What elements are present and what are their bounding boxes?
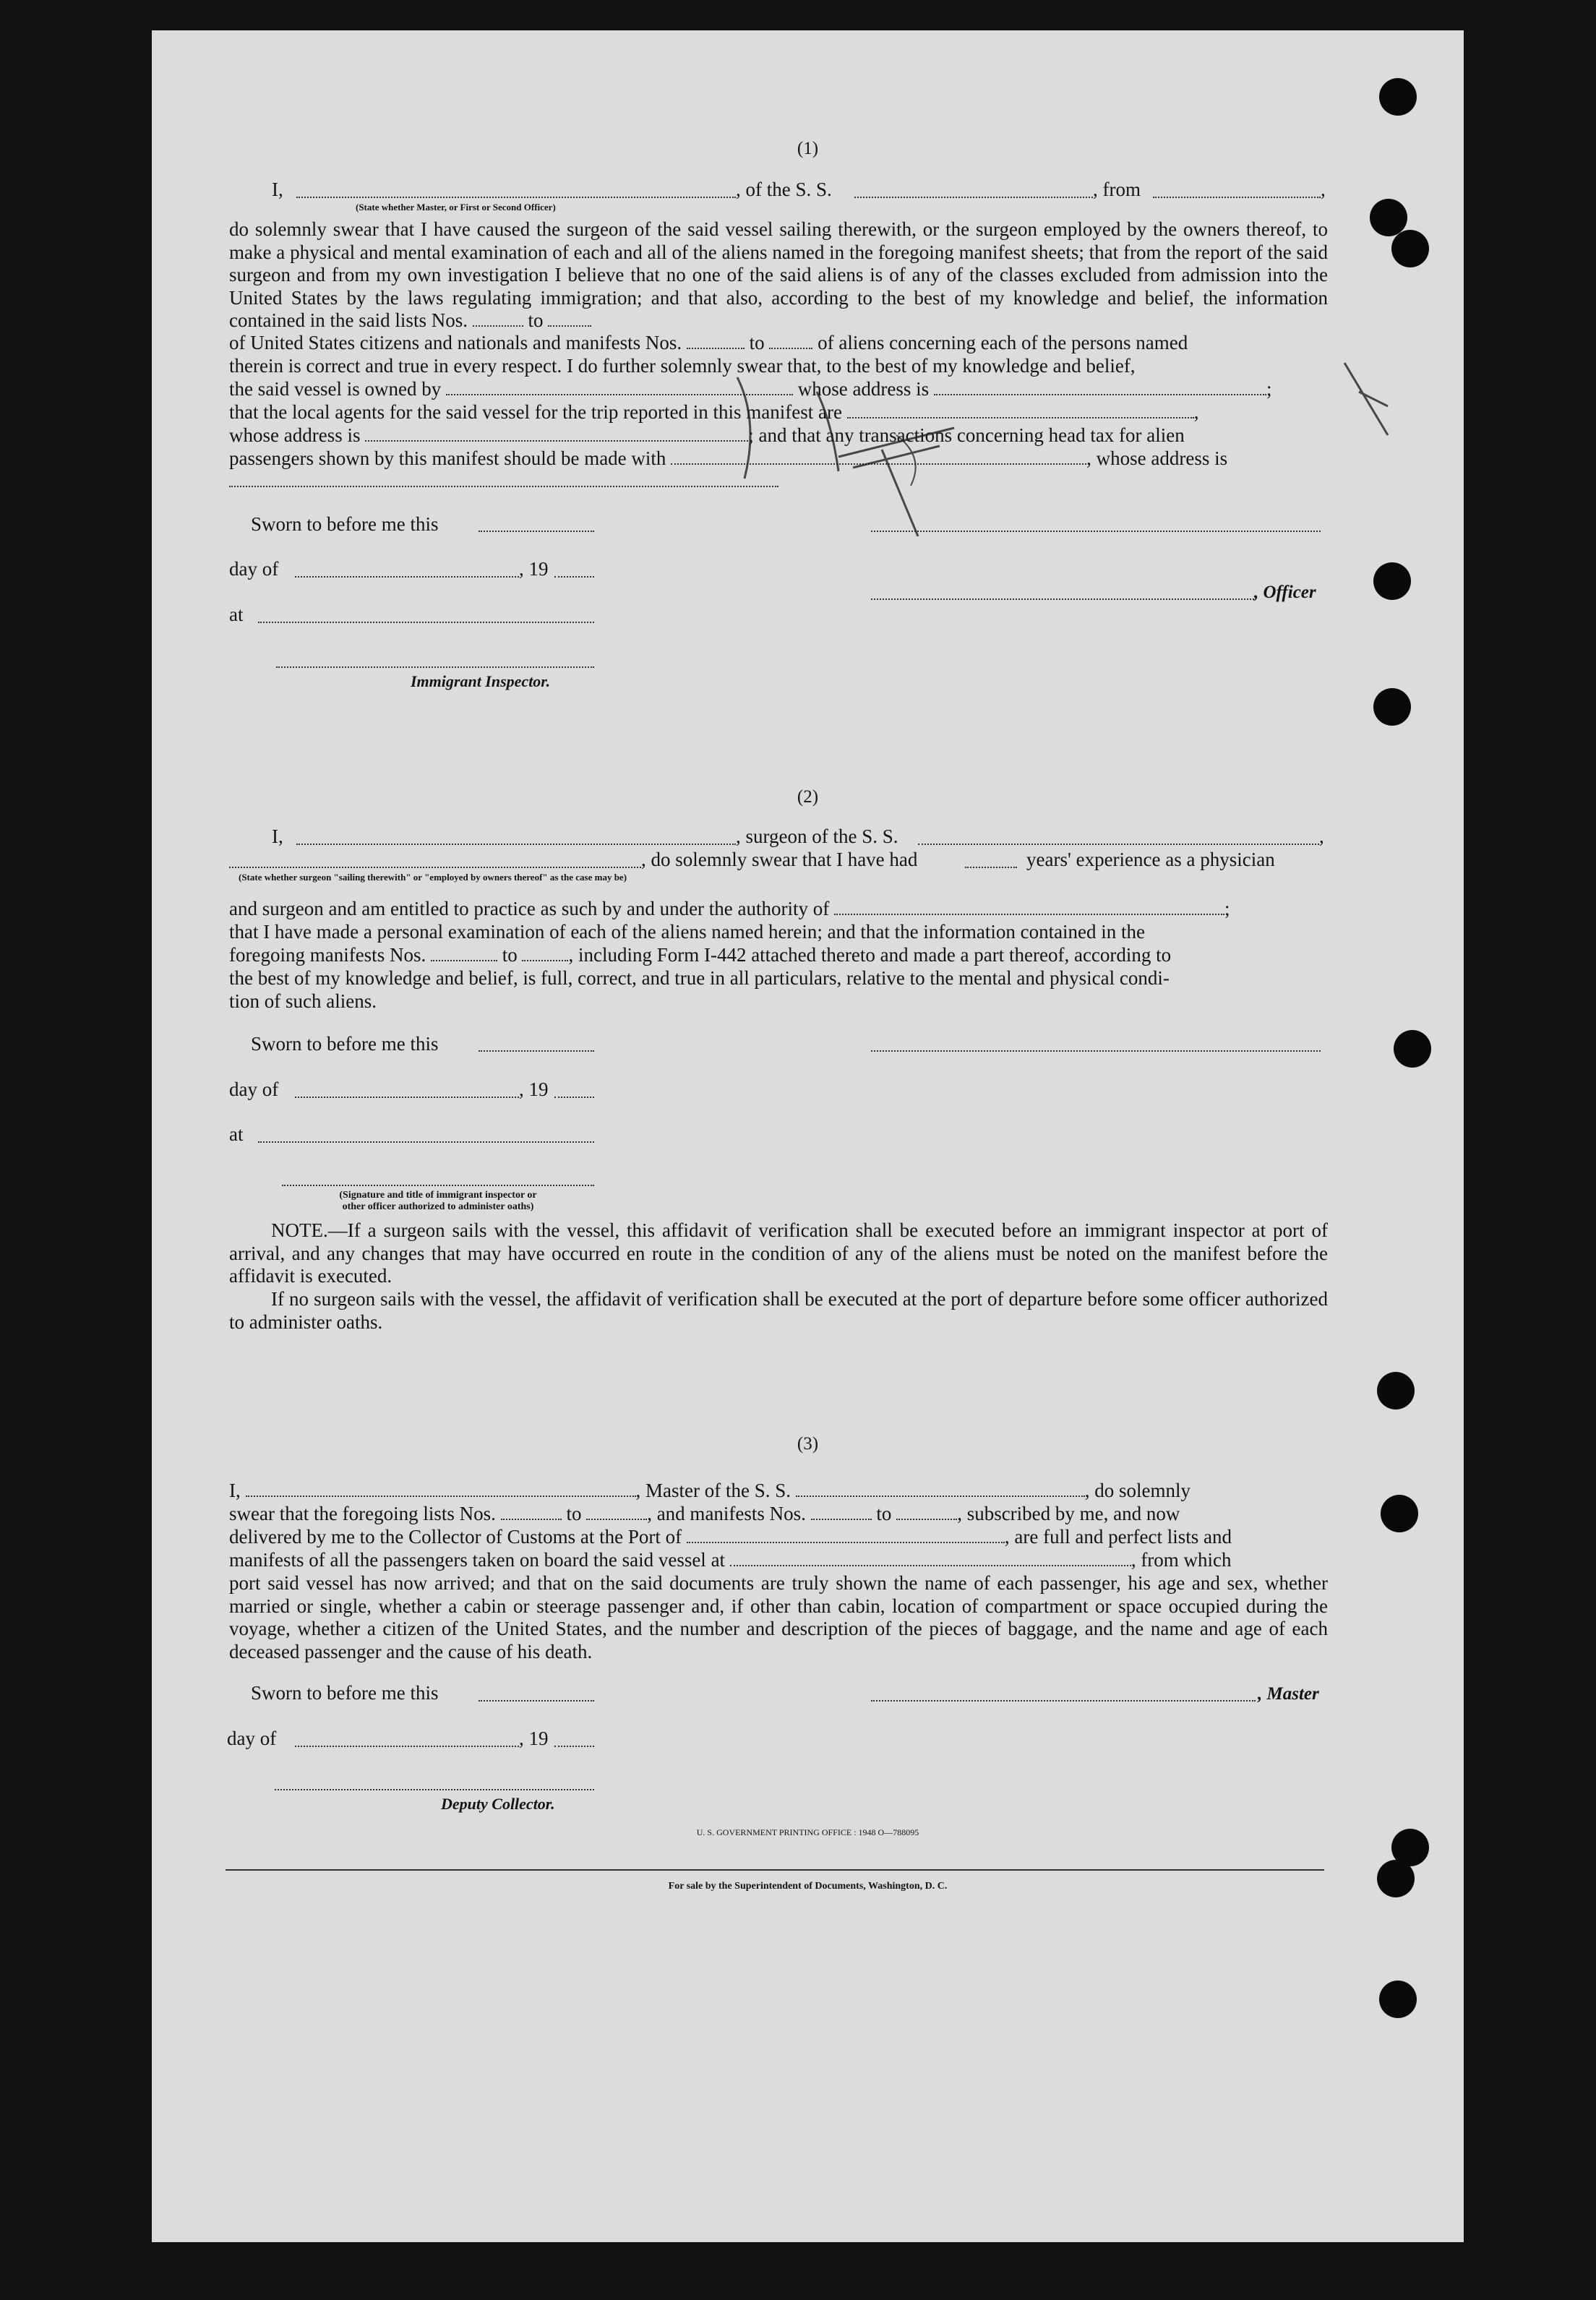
s1-officer-title-field[interactable] bbox=[871, 598, 1254, 600]
s1-sworn: Sworn to before me this bbox=[251, 513, 439, 535]
s3-port-field[interactable] bbox=[687, 1529, 1005, 1543]
s2-day-of: day of bbox=[229, 1078, 279, 1100]
s3-year-field[interactable] bbox=[554, 1746, 594, 1747]
s2-ship-field[interactable] bbox=[918, 844, 1319, 845]
s2-line-p5: tion of such aliens. bbox=[229, 990, 377, 1012]
binder-hole bbox=[1391, 230, 1429, 267]
ink-check-mark bbox=[1337, 356, 1410, 442]
s2-inspector-signature-field[interactable] bbox=[282, 1185, 594, 1186]
s3-month-field[interactable] bbox=[295, 1746, 519, 1747]
s1-paragraph: do solemnly swear that I have caused the surgeon of the said vessel sailing therewith, or the surgeon employed by the owners thereof, to make a physical and mental examination of each and all of the aliens named in the foregoing manifest sheets; that from the report of the said surgeon and from my own investigation I believe that no one of the said aliens is of any of the classes excluded from admission into the United States by the laws regulating immigration; and that also, according to the best of my knowledge and belief, the information contained in the said lists Nos. to bbox=[229, 218, 1328, 331]
s1-line-p6: whose address is ; and that any transactions concerning head tax for alien bbox=[229, 424, 1185, 446]
s2-years-field[interactable] bbox=[965, 867, 1017, 868]
s3-line-2: swear that the foregoing lists Nos. to , and manifests Nos. to , subscribed by me, and now bbox=[229, 1503, 1180, 1524]
s2-nineteen: , 19 bbox=[519, 1078, 549, 1100]
binder-hole bbox=[1377, 1860, 1415, 1897]
s2-at-field[interactable] bbox=[258, 1141, 594, 1143]
s1-line-p7: passengers shown by this manifest should be made with , whose address is bbox=[229, 447, 1228, 469]
s3-embark-port-field[interactable] bbox=[730, 1552, 1131, 1566]
s3-paragraph: port said vessel has now arrived; and that on the said documents are truly shown the name of each passenger, his age and sex, whether married or single, whether a cabin or steerage passenger and, if other than cabin, location of compartment or space occupied during the voyage, whether a citizen of the United States, and the number and description of the pieces of baggage, and the name and age of each deceased passenger and the cause of his death. bbox=[229, 1572, 1328, 1662]
section-2-number: (2) bbox=[797, 787, 819, 807]
s1-ship-field[interactable] bbox=[854, 197, 1093, 198]
s3-master-name-field[interactable] bbox=[246, 1482, 636, 1497]
s1-line-p4: the said vessel is owned by whose address is ; bbox=[229, 378, 1272, 400]
s3-lists-to-field[interactable] bbox=[586, 1506, 647, 1520]
binder-hole bbox=[1373, 688, 1411, 726]
binder-hole bbox=[1394, 1030, 1431, 1068]
s3-ship-field[interactable] bbox=[796, 1482, 1085, 1497]
s3-sworn-date-field[interactable] bbox=[479, 1700, 594, 1702]
s2-sworn: Sworn to before me this bbox=[251, 1033, 439, 1055]
ink-stamp-mark bbox=[708, 348, 1012, 536]
s2-note: NOTE.—If a surgeon sails with the vessel, this affidavit of verification shall be executed before an immigrant inspector at port of arrival, and any changes that may have occurred en route in the condition of any of the aliens must be noted on the manifest before the affidavit is executed. bbox=[229, 1219, 1328, 1287]
s2-manifests-to-field[interactable] bbox=[522, 947, 568, 961]
s3-manifests-from-field[interactable] bbox=[811, 1506, 872, 1520]
s2-note-2: If no surgeon sails with the vessel, the affidavit of verification shall be executed at the port of departure before some officer authorized to administer oaths. bbox=[229, 1288, 1328, 1333]
binder-hole bbox=[1370, 199, 1407, 236]
section-3-number: (3) bbox=[797, 1434, 819, 1454]
s1-officer-hint: (State whether Master, or First or Second Officer) bbox=[356, 202, 556, 213]
s2-surgeon-name-field[interactable] bbox=[296, 844, 736, 845]
s1-year-field[interactable] bbox=[554, 576, 594, 578]
s3-lists-from-field[interactable] bbox=[501, 1506, 562, 1520]
s1-line-p3: therein is correct and true in every respect. I do further solemnly swear that, to the best of my knowledge and belief, bbox=[229, 355, 1136, 377]
s1-inspector-signature-field[interactable] bbox=[276, 666, 594, 668]
s1-line-p5: that the local agents for the said vessel for the trip reported in this manifest are , bbox=[229, 401, 1199, 423]
s1-sworn-date-field[interactable] bbox=[479, 531, 594, 532]
s2-month-field[interactable] bbox=[295, 1097, 519, 1098]
s2-sig-hint-1: (Signature and title of immigrant inspector or bbox=[339, 1190, 537, 1201]
s3-sworn: Sworn to before me this bbox=[251, 1682, 439, 1704]
s1-line-p2: of United States citizens and nationals and manifests Nos. to of aliens concerning each of the persons named bbox=[229, 332, 1188, 353]
s1-manifests-from-field[interactable] bbox=[687, 335, 745, 349]
s1-officer-label: , Officer bbox=[1254, 583, 1316, 602]
s1-from-field[interactable] bbox=[1153, 197, 1321, 198]
s3-deputy-label: Deputy Collector. bbox=[441, 1795, 555, 1813]
binder-hole bbox=[1381, 1495, 1418, 1532]
s2-line-p3: foregoing manifests Nos. to , including Form I-442 attached thereto and made a part thereof, according to bbox=[229, 944, 1172, 966]
s2-years-label: years' experience as a physician bbox=[1026, 849, 1275, 870]
s2-line-p4: the best of my knowledge and belief, is full, correct, and true in all particulars, relative to the mental and physical condi- bbox=[229, 967, 1170, 989]
s2-manifests-from-field[interactable] bbox=[431, 947, 497, 961]
section-1-number: (1) bbox=[797, 139, 819, 158]
s1-day-of: day of bbox=[229, 558, 279, 580]
s3-line-4: manifests of all the passengers taken on board the said vessel at , from which bbox=[229, 1549, 1232, 1571]
s2-line-p1: and surgeon and am entitled to practice as such by and under the authority of ; bbox=[229, 898, 1230, 919]
s2-signature-field[interactable] bbox=[871, 1050, 1321, 1052]
s1-inspector-label: Immigrant Inspector. bbox=[411, 672, 551, 690]
s1-month-field[interactable] bbox=[295, 576, 519, 578]
binder-hole bbox=[1373, 562, 1411, 600]
s3-deputy-signature-field[interactable] bbox=[275, 1789, 594, 1790]
s2-authority-field[interactable] bbox=[834, 901, 1224, 915]
s3-nineteen: , 19 bbox=[519, 1728, 549, 1749]
binder-hole bbox=[1379, 78, 1417, 116]
s3-master-signature-field[interactable] bbox=[871, 1700, 1256, 1702]
s1-agents-address-field[interactable] bbox=[365, 427, 748, 442]
s1-nineteen: , 19 bbox=[519, 558, 549, 580]
s2-surgeon-ss: , surgeon of the S. S. bbox=[736, 825, 898, 847]
s2-at: at bbox=[229, 1123, 244, 1145]
s2-sworn-date-field[interactable] bbox=[479, 1050, 594, 1052]
s2-swear: , do solemnly swear that I have had bbox=[641, 849, 918, 870]
s1-officer-field[interactable] bbox=[296, 197, 736, 198]
s1-headtax-address-field[interactable] bbox=[229, 486, 778, 487]
sale-note: For sale by the Superintendent of Documents, Washington, D. C. bbox=[668, 1881, 948, 1892]
s1-at: at bbox=[229, 604, 244, 625]
s2-year-field[interactable] bbox=[554, 1097, 594, 1098]
gpo-imprint: U. S. GOVERNMENT PRINTING OFFICE : 1948 O—788095 bbox=[696, 1827, 919, 1837]
footer-rule bbox=[226, 1869, 1324, 1871]
s2-line-p2: that I have made a personal examination of each of the aliens named herein; and that the information contained in the bbox=[229, 921, 1146, 943]
s2-sig-hint-2: other officer authorized to administer oaths) bbox=[342, 1201, 534, 1212]
s3-line-1: I, , Master of the S. S. , do solemnly bbox=[229, 1480, 1190, 1501]
s2-i: I, bbox=[272, 825, 283, 847]
s3-day-of: day of bbox=[227, 1728, 277, 1749]
binder-hole bbox=[1377, 1372, 1415, 1409]
s3-line-3: delivered by me to the Collector of Customs at the Port of , are full and perfect lists and bbox=[229, 1526, 1232, 1548]
s3-master-label: , Master bbox=[1258, 1684, 1319, 1704]
s2-status-hint: (State whether surgeon "sailing therewith" or "employed by owners thereof" as the case may be) bbox=[239, 872, 627, 883]
s1-from: , from bbox=[1093, 179, 1141, 200]
s3-manifests-to-field[interactable] bbox=[896, 1506, 957, 1520]
s2-status-field[interactable] bbox=[229, 867, 641, 868]
s1-i: I, bbox=[272, 179, 283, 200]
s1-manifests-to-field[interactable] bbox=[769, 335, 812, 349]
form-page: (1) I, , of the S. S. , from , (State whether Master, or First or Second Officer) do solemnly swear that I have caused the surgeon of the said vessel sailing therewith, or the surgeon employed by the owners thereof, to make a physical and mental examination of each and all of the aliens named in the foregoing manifest sheets; that from the report of the said surgeon and from my own investigation I believe that no one of the said aliens is of any of the classes excluded from admission into the United States by the laws regulating immigration; and that also, according to the best of my knowledge and belief, the information contained in the said lists Nos. to of United States citizens and nationals and manifests Nos. to of aliens concerning each of the persons named therein is correct and true in every respect. I do further solemnly swear that, to the best of my knowledge and belief, the said vessel is owned by whose address is ; that the local agents for the said vessel for the trip reported in this manifest are , whose address is ; and that any transactions concerning head tax for alien passengers shown by this manifest should be made with , whose address is Sworn to before me this day of , 19 , Officer at Immigrant Inspector. (2) I, , surgeon of the S. S. , , do solemnly swear that I have had years' experience as a physician (State whether surgeon "sailing therewith" or "employed by owners thereof" as the case may be) and surgeon and am entitled to practice as such by and under the authority of ; that I have made a personal examination of each of the aliens named herein; and that the information contained in the foregoing manifests Nos. to , including Form I-442 attached thereto and made a part thereof, according to the best of my knowledge and belief, is full, correct, and true in all particulars, relative to the mental and physical condi- tion of such aliens. Sworn to before me this day of , 19 at (Signature and title of immigrant inspector or other officer authorized to administer oaths) NOTE.—If a surgeon sails with the vessel, this affidavit of verification shall be executed before an immigrant inspector at port of arrival, and any changes that may have occurred en route in the condition of any of the aliens must be noted on the manifest before the affidavit is executed. If no surgeon sails with the vessel, the affidavit of verification shall be executed at the port of departure before some officer authorized to administer oaths. (3) I, , Master of the S. S. , do solemnly swear that the foregoing lists Nos. to , and manifests Nos. to , subscribed by me, and now delivered by me to the Collector of Customs at the Port of , are full and perfect lists and manifests of all the passengers taken on board the said vessel at , from which port said vessel has now arrived; and that on the said documents are truly shown the name of each passenger, his age and sex, whether married or single, whether a cabin or steerage passenger and, if other than cabin, location of compartment or space occupied during the voyage, whether a citizen of the United States, and the number and description of the pieces of baggage, and the name and age of each deceased passenger and the cause of his death. Sworn to before me this , Master day of , 19 Deputy Collector. U. S. GOVERNMENT PRINTING OFFICE : 1948 O—788095 For sale by the Superintendent of Documents, Washington, D. C. bbox=[152, 30, 1464, 2242]
s1-of-ss: , of the S. S. bbox=[736, 179, 832, 200]
binder-hole bbox=[1379, 1981, 1417, 2018]
s1-lists-from-field[interactable] bbox=[473, 312, 523, 327]
s1-lists-to-field[interactable] bbox=[548, 312, 591, 327]
s1-at-field[interactable] bbox=[258, 622, 594, 623]
